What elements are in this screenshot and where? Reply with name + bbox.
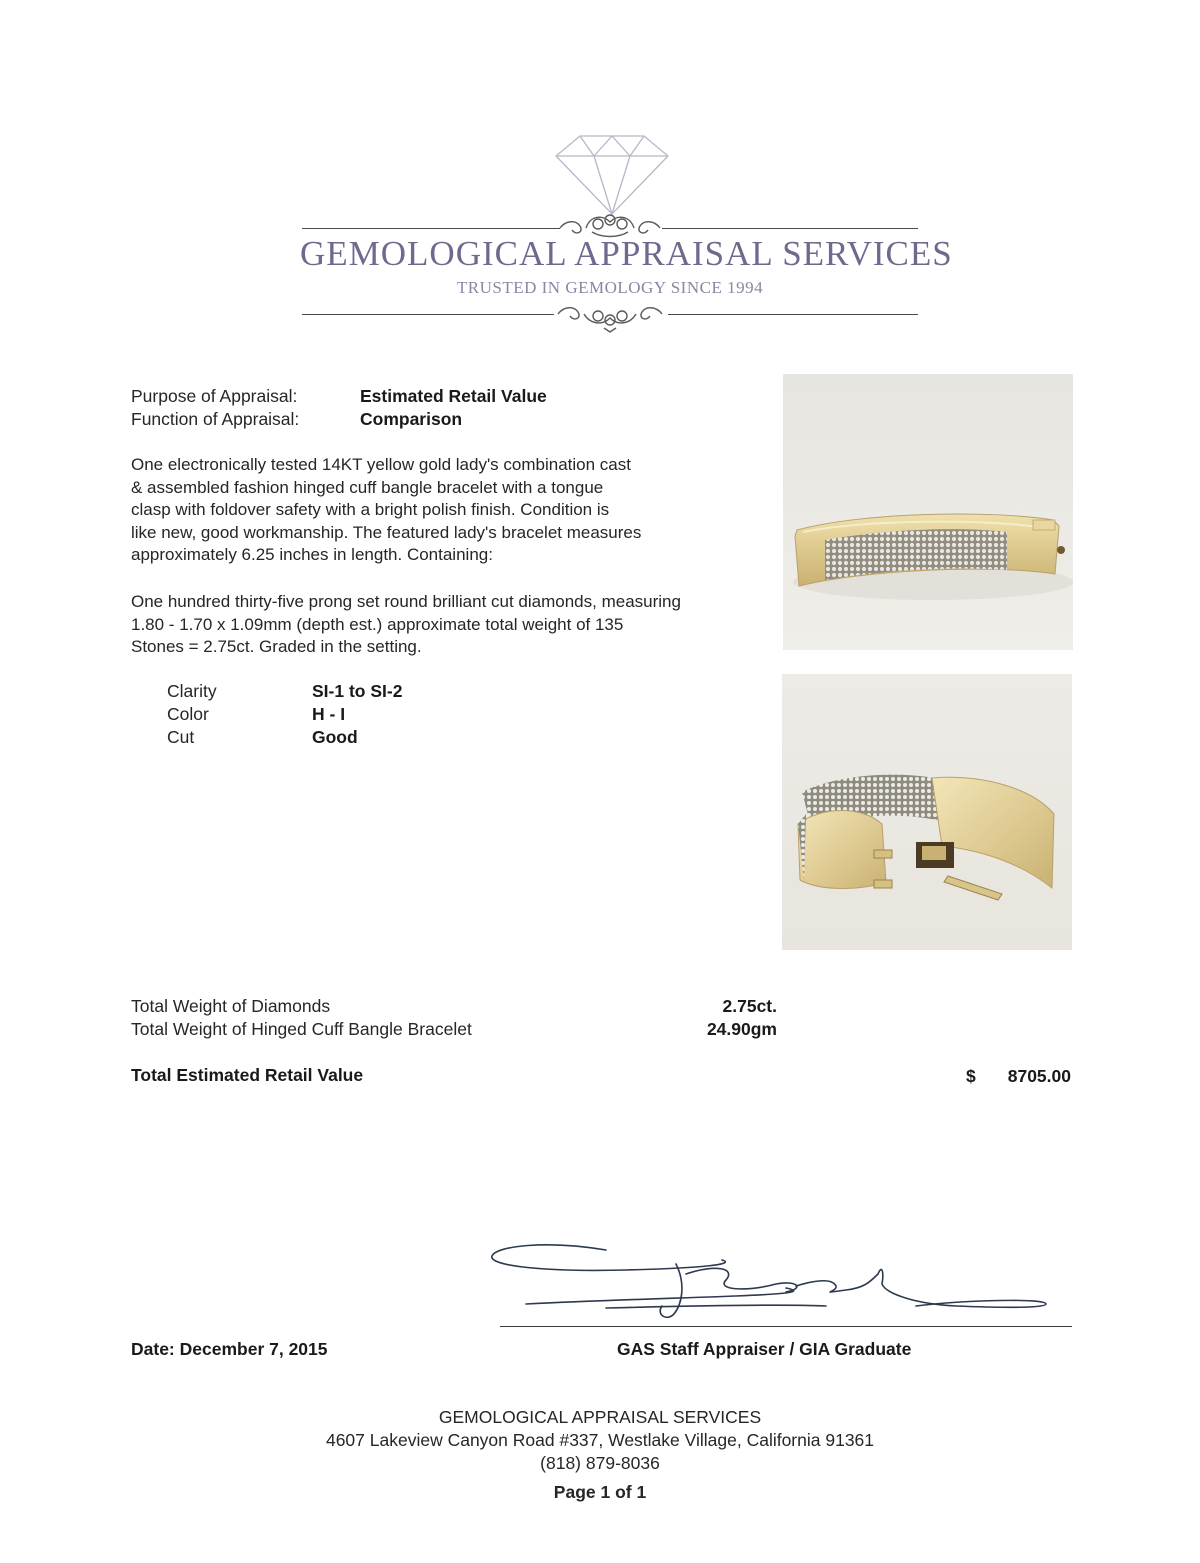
function-label: Function of Appraisal:: [131, 409, 300, 429]
total-value-label: Total Estimated Retail Value: [131, 1065, 364, 1085]
purpose-value: Estimated Retail Value: [360, 386, 547, 406]
description-line: One electronically tested 14KT yellow gold lady's combination cast: [131, 455, 631, 474]
diamond-line: Stones = 2.75ct. Graded in the setting.: [131, 637, 422, 656]
clarity-label: Clarity: [167, 681, 217, 701]
company-tagline: TRUSTED IN GEMOLOGY SINCE 1994: [456, 278, 764, 297]
currency-symbol: $: [966, 1066, 976, 1086]
color-value: H - I: [312, 704, 346, 724]
function-value: Comparison: [360, 409, 463, 429]
appraiser-signature: [486, 1234, 1076, 1328]
appraisal-date: Date: December 7, 2015: [131, 1339, 328, 1359]
total-value-amount: 8705.00: [1007, 1066, 1071, 1086]
header-bottom-rule-right: [668, 314, 918, 315]
company-name: GEMOLOGICAL APPRAISAL SERVICES: [300, 234, 953, 273]
item-description: [131, 454, 641, 567]
footer-phone: (818) 879-8036: [540, 1453, 660, 1473]
weight-diamonds-label: Total Weight of Diamonds: [131, 996, 331, 1016]
weight-bracelet-value: 24.90gm: [706, 1019, 777, 1039]
diamond-line: One hundred thirty-five prong set round brilliant cut diamonds, measuring: [131, 592, 681, 611]
appraiser-title: GAS Staff Appraiser / GIA Graduate: [617, 1339, 912, 1359]
bracelet-photo-top: [783, 374, 1073, 650]
weight-bracelet-label: Total Weight of Hinged Cuff Bangle Bracelet: [131, 1019, 472, 1039]
cut-label: Cut: [167, 727, 195, 747]
header-bottom-rule-left: [302, 314, 554, 315]
diamond-icon: [554, 134, 670, 216]
weight-diamonds-value: 2.75ct.: [722, 996, 777, 1016]
purpose-label: Purpose of Appraisal:: [131, 386, 298, 406]
description-line: approximately 6.25 inches in length. Containing:: [131, 545, 493, 564]
header-top-rule-right: [662, 228, 918, 229]
diamond-description: [131, 591, 681, 659]
description-line: like new, good workmanship. The featured lady's bracelet measures: [131, 522, 642, 542]
footer-address: 4607 Lakeview Canyon Road #337, Westlake Village, California 91361: [325, 1430, 875, 1450]
cut-value: Good: [312, 727, 358, 747]
description-line: clasp with foldover safety with a bright polish finish. Condition is: [131, 500, 610, 519]
header-top-rule-left: [302, 228, 560, 229]
page-number: Page 1 of 1: [553, 1482, 647, 1502]
signature-line: [500, 1326, 1072, 1327]
clarity-value: SI-1 to SI-2: [312, 681, 403, 701]
description-line: & assembled fashion hinged cuff bangle bracelet with a tongue: [131, 477, 604, 497]
ornament-bottom-icon: [552, 298, 668, 334]
bracelet-photo-bottom: [782, 674, 1072, 950]
diamond-line: 1.80 - 1.70 x 1.09mm (depth est.) approximate total weight of 135: [131, 614, 624, 634]
color-label: Color: [167, 704, 209, 724]
footer-company: GEMOLOGICAL APPRAISAL SERVICES: [438, 1407, 762, 1427]
